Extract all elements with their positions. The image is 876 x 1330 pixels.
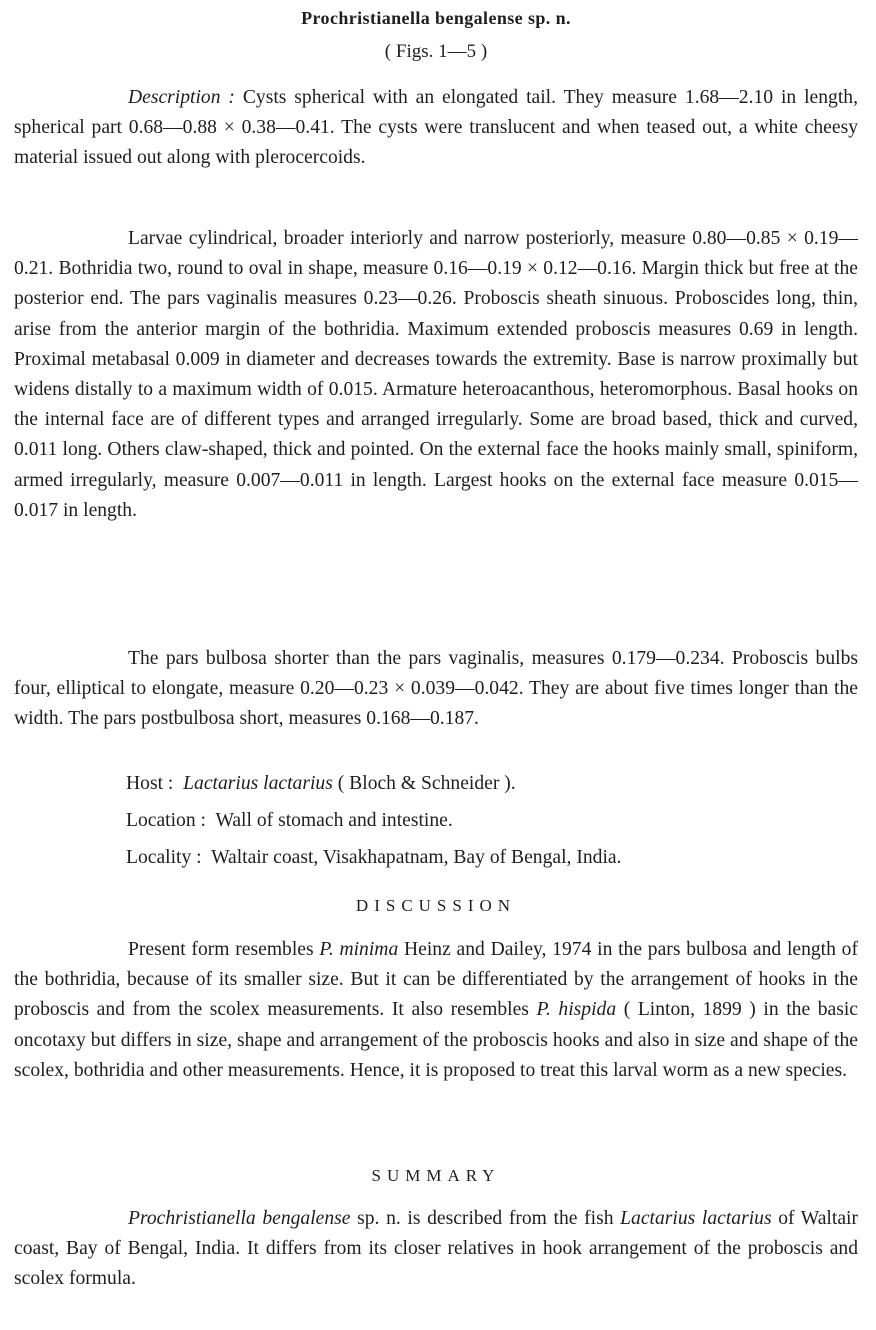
discussion-text-3: ( Linton, 1899 ) in the basic oncotaxy but differs in size, shape and arrangement of the proboscis hooks and also in size and shape of the scolex, bothridia and other measurements. Hence, it is proposed to treat this larval worm as a new species. bbox=[14, 999, 858, 1081]
host-authority: ( Bloch & Schneider ). bbox=[332, 773, 516, 794]
summary-host: Lactarius lactarius bbox=[620, 1208, 772, 1229]
larvae-paragraph: Larvae cylindrical, broader interiorly and narrow posteriorly, measure 0.80—0.85 × 0.19—0.21. Bothridia two, round to oval in shape, measure 0.16—0.19 × 0.12—0.16. Margin thick but free at the posterior end. The pars vaginalis measures 0.23—0.26. Proboscis sheath sinuous. Proboscides long, thin, arise from the anterior margin of the bothridia. Maximum extended proboscis measures 0.69 in length. Proximal metabasal 0.009 in diameter and decreases towards the extremity. Base is narrow proximally but widens distally to a maximum width of 0.015. Armature heteroacanthous, heteromorphous. Basal hooks on the internal face are of different types and arranged irregularly. Some are broad based, thick and curved, 0.011 long. Others claw-shaped, thick and pointed. On the external face the hooks mainly small, spiniform, armed irregularly, measure 0.007—0.011 in length. Largest hooks on the external face measure 0.015—0.017 in length. bbox=[14, 228, 858, 521]
paper-title: Prochristianella bengalense sp. n. bbox=[301, 8, 571, 28]
summary-text-1: sp. n. is described from the fish bbox=[350, 1208, 621, 1229]
location-line bbox=[126, 806, 858, 836]
figures-reference: ( Figs. 1—5 ) bbox=[384, 41, 488, 62]
location-value: Wall of stomach and intestine. bbox=[215, 810, 453, 831]
locality-value: Waltair coast, Visakhapatnam, Bay of Bengal, India. bbox=[211, 847, 622, 868]
host-label: Host : bbox=[126, 773, 174, 794]
discussion-heading: DISCUSSION bbox=[355, 896, 517, 915]
document-page bbox=[14, 0, 858, 1330]
summary-heading: SUMMARY bbox=[371, 1166, 501, 1185]
description-paragraph bbox=[14, 83, 858, 174]
host-species: Lactarius lactarius bbox=[183, 773, 333, 794]
discussion-species-1: P. minima bbox=[319, 939, 399, 960]
description-label: Description : bbox=[128, 87, 235, 108]
location-label: Location : bbox=[126, 810, 206, 831]
discussion-text-1: Present form resembles bbox=[128, 939, 320, 960]
pars-bulbosa-paragraph: The pars bulbosa shorter than the pars vaginalis, measures 0.179—0.234. Proboscis bulbs four, elliptical to elongate, measure 0.20—0.23 × 0.039—0.042. They are about five times longer than the width. The pars postbulbosa short, measures 0.168—0.187. bbox=[14, 648, 858, 730]
discussion-species-2: P. hispida bbox=[536, 999, 617, 1021]
summary-text-2: of Waltair coast, Bay of Bengal, India. It differs from its closer relatives in hook arrangement of the proboscis and scolex formula. bbox=[14, 1208, 858, 1290]
discussion-paragraph bbox=[14, 935, 858, 1086]
summary-species: Prochristianella bengalense bbox=[128, 1208, 351, 1229]
locality-label: Locality : bbox=[126, 847, 202, 868]
locality-line bbox=[126, 843, 858, 873]
summary-paragraph bbox=[14, 1204, 858, 1295]
host-line bbox=[126, 769, 858, 799]
description-text: Cysts spherical with an elongated tail. They measure 1.68—2.10 in length, spherical part 0.68—0.88 × 0.38—0.41. The cysts were translucent and when teased out, a white cheesy material issued out along with plerocercoids. bbox=[14, 87, 858, 169]
discussion-text-2: Heinz and Dailey, 1974 in the pars bulbosa and length of the bothridia, because of its smaller size. But it can be differentiated by the arrangement of hooks in the proboscis and from the scolex measurements. It also resembles bbox=[14, 939, 858, 1021]
